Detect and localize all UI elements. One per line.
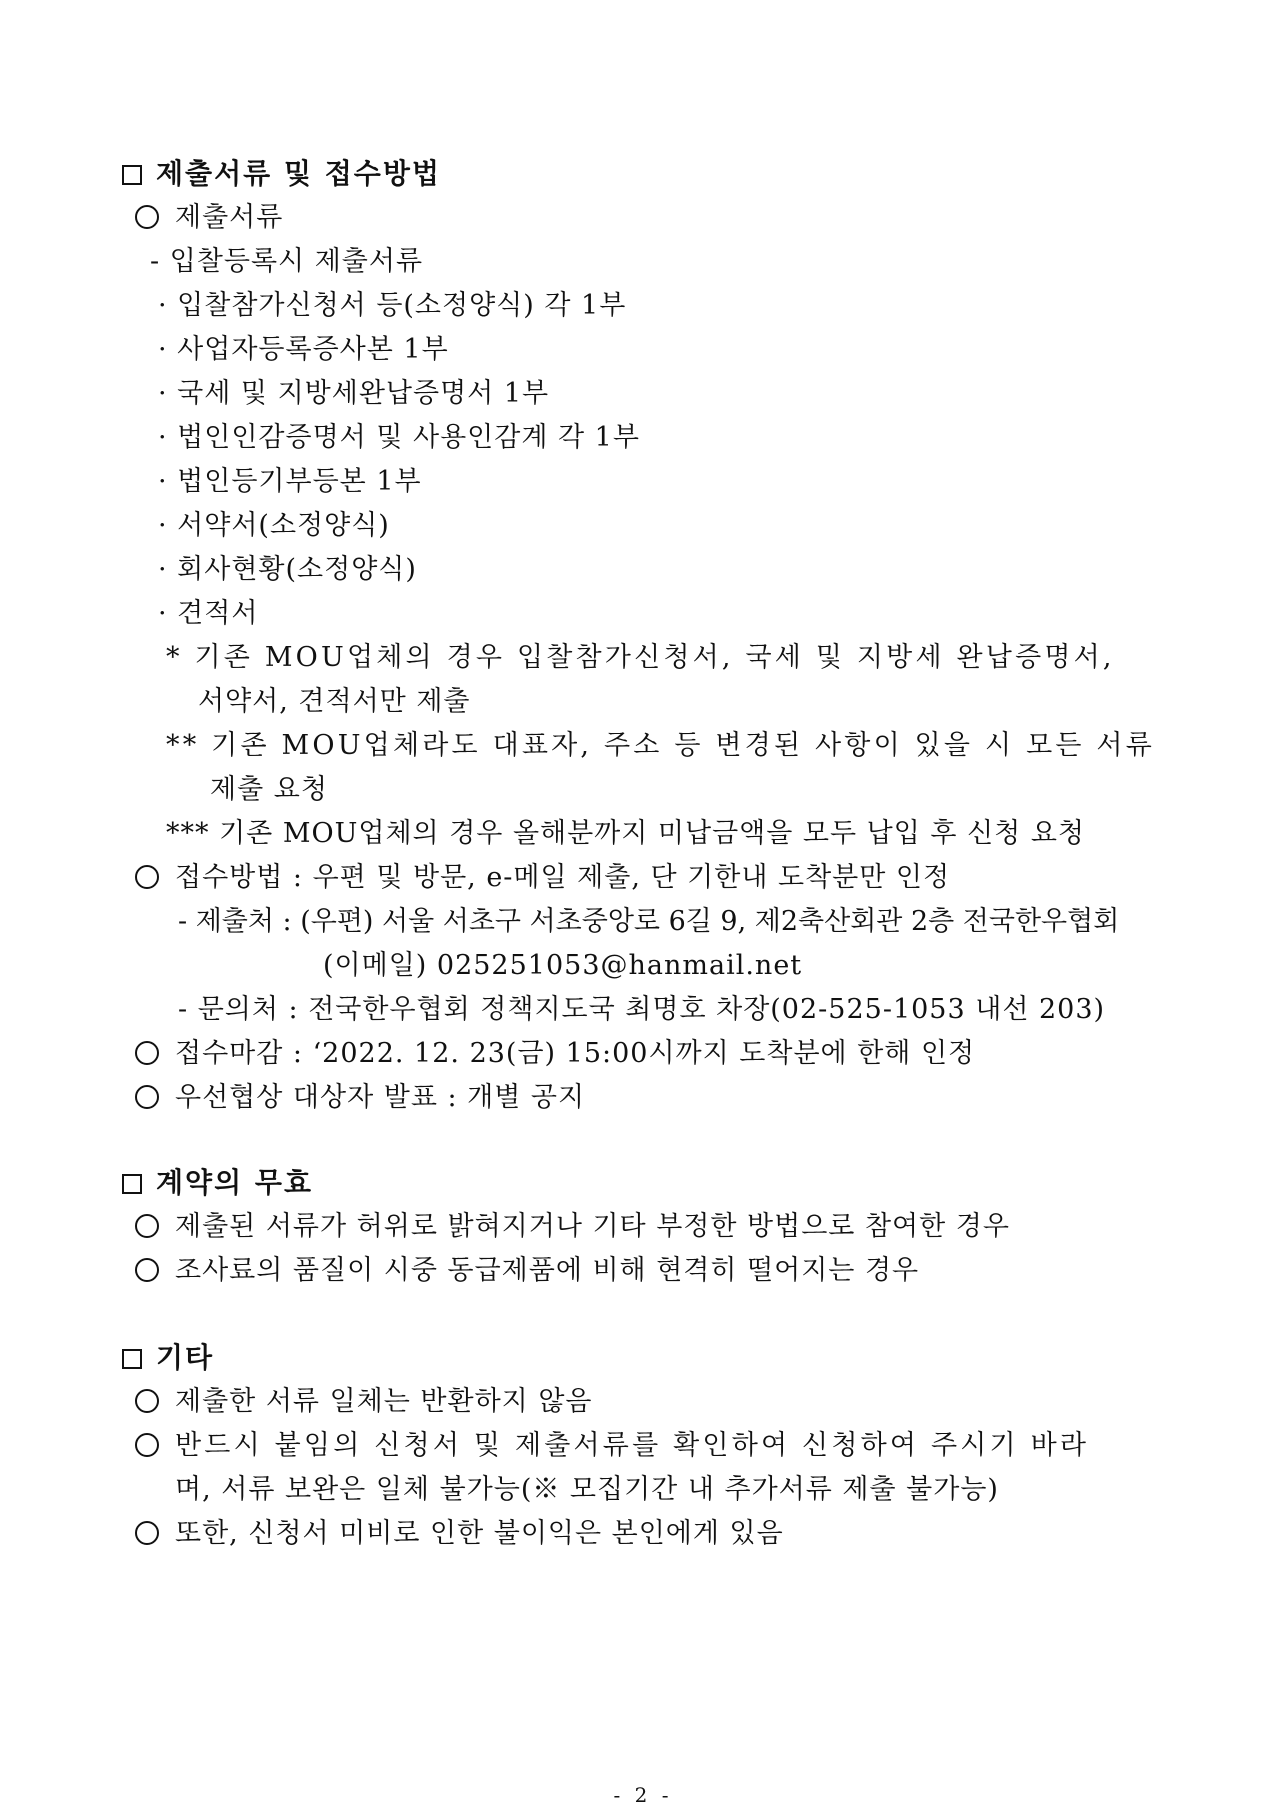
etc-item-cont: 며, 서류 보완은 일체 불가능(※ 모집기간 내 추가서류 제출 불가능) [175, 1474, 999, 1505]
etc-item: 또한, 신청서 미비로 인한 불이익은 본인에게 있음 [135, 1516, 784, 1552]
invalid-item: 조사료의 품질이 시중 동급제품에 비해 현격히 떨어지는 경우 [135, 1253, 919, 1289]
section-heading-invalid: 계약의 무효 [122, 1165, 313, 1201]
circle-bullet-icon [135, 205, 159, 229]
note-mou-2-cont: 제출 요청 [210, 774, 328, 805]
etc-item: 반드시 붙임의 신청서 및 제출서류를 확인하여 신청하여 주시기 바라 [135, 1428, 1089, 1464]
checkbox-square-icon [122, 1349, 142, 1369]
doc-item: · 서약서(소정양식) [158, 510, 390, 541]
note-mou-3: *** 기존 MOU업체의 경우 올해분까지 미납금액을 모두 납입 후 신청 요청 [166, 818, 1085, 849]
circle-bullet-icon [135, 1214, 159, 1238]
circle-bullet-icon [135, 1521, 159, 1545]
circle-bullet-icon [135, 1258, 159, 1282]
checkbox-square-icon [122, 1174, 142, 1194]
subsection-announce: 우선협상 대상자 발표 : 개별 공지 [135, 1080, 585, 1116]
submit-email: (이메일) 025251053@hanmail.net [323, 950, 803, 981]
invalid-item: 제출된 서류가 허위로 밝혀지거나 기타 부정한 방법으로 참여한 경우 [135, 1209, 1010, 1245]
subsection-docs: 제출서류 [135, 200, 283, 236]
note-mou-1: * 기존 MOU업체의 경우 입찰참가신청서, 국세 및 지방세 완납증명서, [166, 642, 1115, 673]
section-heading-submission: 제출서류 및 접수방법 [122, 156, 441, 192]
contact-info: - 문의처 : 전국한우협회 정책지도국 최명호 차장(02-525-1053 내선 203) [178, 994, 1106, 1025]
circle-bullet-icon [135, 1433, 159, 1457]
checkbox-square-icon [122, 165, 142, 185]
doc-item: · 법인인감증명서 및 사용인감계 각 1부 [158, 422, 640, 453]
note-mou-2: ** 기존 MOU업체라도 대표자, 주소 등 변경된 사항이 있을 시 모든 서류 [166, 730, 1155, 761]
doc-item: · 국세 및 지방세완납증명서 1부 [158, 378, 550, 409]
registration-title: - 입찰등록시 제출서류 [150, 246, 424, 277]
subsection-method: 접수방법 : 우편 및 방문, e-메일 제출, 단 기한내 도착분만 인정 [135, 860, 950, 896]
doc-item: · 견적서 [158, 598, 259, 629]
etc-item: 제출한 서류 일체는 반환하지 않음 [135, 1384, 592, 1420]
doc-item: · 사업자등록증사본 1부 [158, 334, 449, 365]
note-mou-1-cont: 서약서, 견적서만 제출 [198, 686, 471, 717]
circle-bullet-icon [135, 1389, 159, 1413]
submit-place: - 제출처 : (우편) 서울 서초구 서초중앙로 6길 9, 제2축산회관 2층 전국한우협회 [178, 906, 1120, 937]
circle-bullet-icon [135, 1085, 159, 1109]
doc-item: · 입찰참가신청서 등(소정양식) 각 1부 [158, 290, 627, 321]
doc-item: · 회사현황(소정양식) [158, 554, 417, 585]
section-heading-etc: 기타 [122, 1340, 214, 1376]
subsection-deadline: 접수마감 : ‘2022. 12. 23(금) 15:00시까지 도착분에 한해 인정 [135, 1036, 975, 1072]
circle-bullet-icon [135, 865, 159, 889]
circle-bullet-icon [135, 1041, 159, 1065]
page-number: - 2 - [613, 1783, 673, 1807]
doc-item: · 법인등기부등본 1부 [158, 466, 422, 497]
